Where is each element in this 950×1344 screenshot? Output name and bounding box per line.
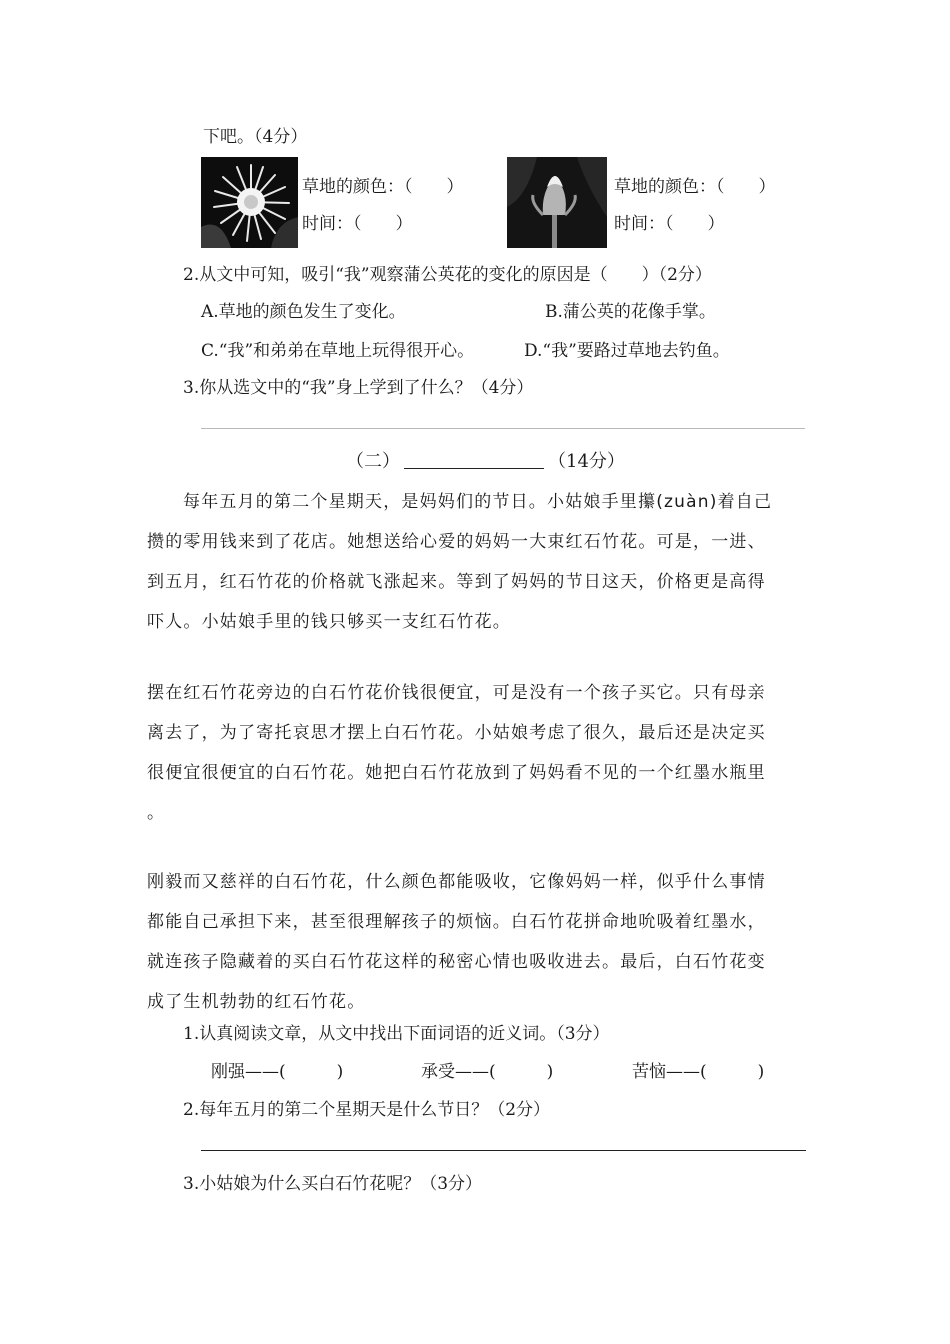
passage-paragraph-1: [147, 482, 807, 642]
p1-line-4: 吓人。小姑娘手里的钱只够买一支红石竹花。: [147, 612, 511, 632]
section2-title-prefix: （二）: [346, 451, 400, 472]
s2-q3-prompt: 3.小姑娘为什么买白石竹花呢？（3分）: [183, 1174, 483, 1194]
section2-title-suffix: （14分）: [548, 451, 625, 472]
left-time-label: 时间：（ ）: [302, 214, 413, 234]
p2-line-2: 离去了，为了寄托哀思才摆上白石竹花。小姑娘考虑了很久，最后还是决定买: [147, 723, 766, 743]
s2-q2-answer-line[interactable]: [201, 1150, 806, 1151]
s1-q2-option-d: D.“我”要路过草地去钓鱼。: [524, 341, 730, 361]
p2-line-4: 。: [147, 803, 166, 823]
section2-title: [346, 447, 625, 473]
section1-tail: 下吧。（4分）: [203, 127, 308, 147]
dandelion-bud-photo: [507, 157, 607, 248]
p1-line-3: 到五月，红石竹花的价格就飞涨起来。等到了妈妈的节日这天，价格更是高得: [147, 572, 766, 592]
right-time-label: 时间：（ ）: [614, 214, 725, 234]
s1-q2-option-c: C.“我”和弟弟在草地上玩得很开心。: [201, 341, 475, 361]
p3-line-1: 刚毅而又慈祥的白石竹花，什么颜色都能吸收，它像妈妈一样，似乎什么事情: [147, 872, 766, 892]
right-grass-color-label: 草地的颜色：（ ）: [614, 177, 776, 197]
s2-q1-item-3[interactable]: 苦恼——( ): [632, 1062, 765, 1082]
p2-line-1: 摆在红石竹花旁边的白石竹花价钱很便宜，可是没有一个孩子买它。只有母亲: [147, 683, 766, 703]
s2-q1-item-1[interactable]: 刚强——( ): [211, 1062, 344, 1082]
s2-q1-item-2[interactable]: 承受——( ): [421, 1062, 554, 1082]
s1-q2-option-b: B.蒲公英的花像手掌。: [545, 302, 716, 322]
left-grass-color-label: 草地的颜色：（ ）: [302, 177, 464, 197]
p1-line-1: 每年五月的第二个星期天，是妈妈们的节日。小姑娘手里攥: [183, 492, 657, 512]
section2-title-blank[interactable]: [404, 452, 544, 469]
dandelion-bud-image: [507, 157, 607, 248]
p3-line-3: 就连孩子隐藏着的买白石竹花这样的秘密心情也吸收进去。最后，白石竹花变: [147, 952, 766, 972]
passage-paragraph-2: [147, 673, 807, 833]
p3-line-2: 都能自己承担下来，甚至很理解孩子的烦恼。白石竹花拼命地吮吸着红墨水，: [147, 912, 766, 932]
s1-q2-prompt: 2.从文中可知，吸引“我”观察蒲公英花的变化的原因是（ ）（2分）: [183, 265, 712, 285]
pinyin-annotation: (zuàn): [656, 492, 718, 512]
dandelion-flower-photo: [201, 157, 298, 248]
s1-q3-answer-line[interactable]: [201, 428, 805, 429]
s2-q1-prompt: 1.认真阅读文章，从文中找出下面词语的近义词。（3分）: [183, 1024, 610, 1044]
p1-line-1-tail: 着自己: [717, 492, 773, 512]
s1-q3-prompt: 3.你从选文中的“我”身上学到了什么？（4分）: [183, 378, 534, 398]
p3-line-4: 成了生机勃勃的红石竹花。: [147, 992, 366, 1012]
passage-paragraph-3: [147, 862, 807, 1022]
s2-q2-prompt: 2.每年五月的第二个星期天是什么节日？（2分）: [183, 1100, 551, 1120]
p1-line-2: 攒的零用钱来到了花店。她想送给心爱的妈妈一大束红石竹花。可是，一进、: [147, 532, 766, 552]
s1-q2-option-a: A.草地的颜色发生了变化。: [201, 302, 406, 322]
p2-line-3: 很便宜很便宜的白石竹花。她把白石竹花放到了妈妈看不见的一个红墨水瓶里: [147, 763, 766, 783]
dandelion-flower-image: [201, 157, 298, 248]
